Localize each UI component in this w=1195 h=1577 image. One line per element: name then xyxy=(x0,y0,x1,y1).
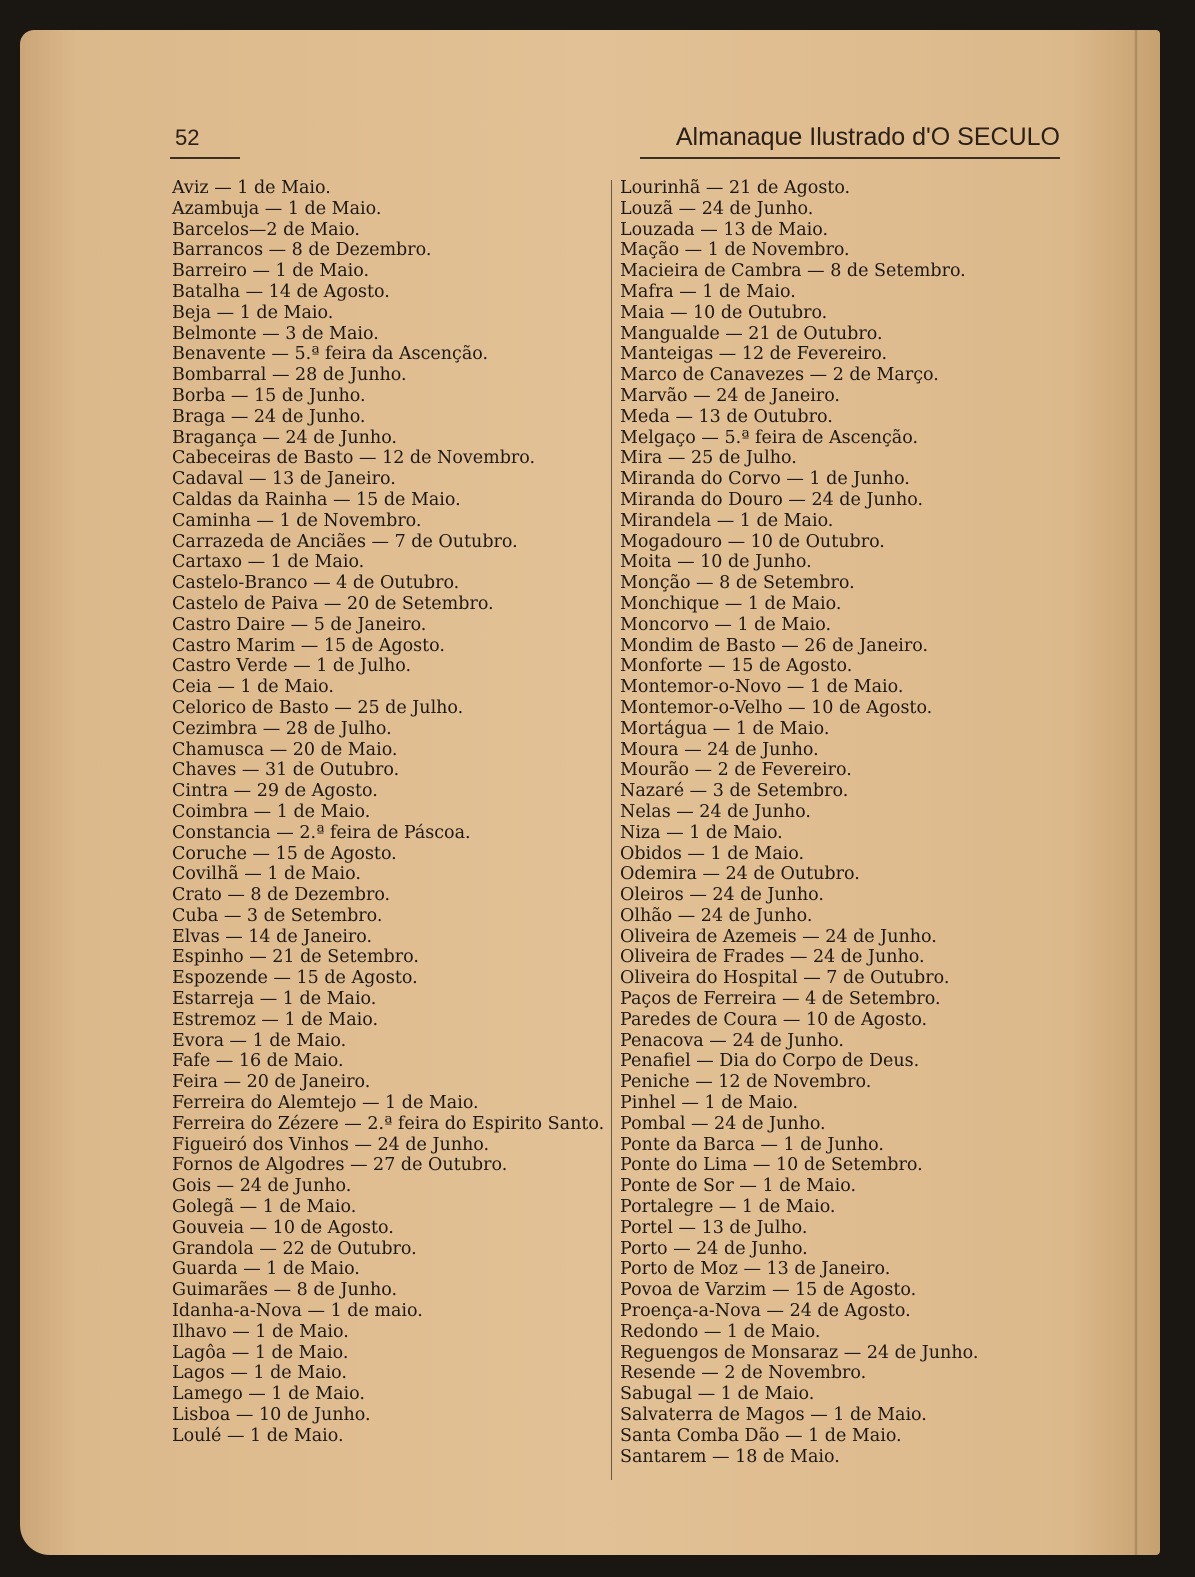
holiday-entry: Niza — 1 de Maio. xyxy=(620,822,783,843)
holiday-entry: Cartaxo — 1 de Maio. xyxy=(172,552,365,573)
holiday-entry: Fafe — 16 de Maio. xyxy=(172,1051,344,1072)
holiday-entry: Mondim de Basto — 26 de Janeiro. xyxy=(620,635,929,656)
holiday-entry: Santarem — 18 de Maio. xyxy=(620,1446,840,1467)
holiday-entry: Bragança — 24 de Junho. xyxy=(172,427,397,448)
holiday-entry: Castelo-Branco — 4 de Outubro. xyxy=(172,573,460,594)
holiday-entry: Porto — 24 de Junho. xyxy=(620,1238,808,1259)
holiday-entry: Castro Daire — 5 de Janeiro. xyxy=(172,614,427,635)
holiday-entry: Ponte do Lima — 10 de Setembro. xyxy=(620,1155,923,1176)
holiday-entry: Oleiros — 24 de Junho. xyxy=(620,885,824,906)
holiday-entry: Obidos — 1 de Maio. xyxy=(620,843,805,864)
holiday-entry: Idanha-a-Nova — 1 de maio. xyxy=(172,1301,423,1322)
holiday-entry: Mafra — 1 de Maio. xyxy=(620,281,796,302)
holiday-entry: Ponte de Sor — 1 de Maio. xyxy=(620,1176,857,1197)
holiday-entry: Porto de Moz — 13 de Janeiro. xyxy=(620,1259,891,1280)
holiday-entry: Peniche — 12 de Novembro. xyxy=(620,1072,872,1093)
holiday-entry: Celorico de Basto — 25 de Julho. xyxy=(172,697,464,718)
holiday-entry: Monchique — 1 de Maio. xyxy=(620,593,842,614)
holiday-entry: Oliveira do Hospital — 7 de Outubro. xyxy=(620,968,950,989)
holiday-entry: Oliveira de Frades — 24 de Junho. xyxy=(620,947,925,968)
holiday-entry: Fornos de Algodres — 27 de Outubro. xyxy=(172,1155,508,1176)
holiday-entry: Loulé — 1 de Maio. xyxy=(172,1425,344,1446)
holiday-entry: Lourinhã — 21 de Agosto. xyxy=(620,178,851,198)
holiday-entry: Monção — 8 de Setembro. xyxy=(620,573,855,594)
holiday-entry: Nelas — 24 de Junho. xyxy=(620,801,811,822)
holiday-entry: Gouveia — 10 de Agosto. xyxy=(172,1217,394,1238)
holiday-entry: Lamego — 1 de Maio. xyxy=(172,1384,365,1405)
holiday-entry: Cezimbra — 28 de Julho. xyxy=(172,718,392,739)
holiday-entry: Manteigas — 12 de Fevereiro. xyxy=(620,344,888,365)
column-divider xyxy=(611,180,612,1480)
holiday-entry: Portalegre — 1 de Maio. xyxy=(620,1197,836,1218)
holiday-entry: Santa Comba Dão — 1 de Maio. xyxy=(620,1425,902,1446)
holiday-entry: Belmonte — 3 de Maio. xyxy=(172,323,379,344)
holiday-entry: Chamusca — 20 de Maio. xyxy=(172,739,398,760)
holiday-entry: Mação — 1 de Novembro. xyxy=(620,240,850,261)
holiday-entry: Lisboa — 10 de Junho. xyxy=(172,1405,371,1426)
holiday-entry: Moura — 24 de Junho. xyxy=(620,739,819,760)
holiday-entry: Crato — 8 de Dezembro. xyxy=(172,885,391,906)
holiday-entry: Proença-a-Nova — 24 de Agosto. xyxy=(620,1301,911,1322)
holiday-entry: Braga — 24 de Junho. xyxy=(172,406,366,427)
holiday-entry: Castro Marim — 15 de Agosto. xyxy=(172,635,445,656)
holiday-entry: Sabugal — 1 de Maio. xyxy=(620,1384,815,1405)
holiday-entry: Barcelos—2 de Maio. xyxy=(172,219,360,240)
holiday-entry: Mourão — 2 de Fevereiro. xyxy=(620,760,852,781)
holiday-entry: Olhão — 24 de Junho. xyxy=(620,905,813,926)
holiday-entry: Montemor-o-Velho — 10 de Agosto. xyxy=(620,697,933,718)
holiday-entry: Covilhã — 1 de Maio. xyxy=(172,864,361,885)
holiday-entry: Aviz — 1 de Maio. xyxy=(172,178,331,198)
holiday-entry: Louzã — 24 de Junho. xyxy=(620,198,814,219)
holiday-entry: Penacova — 24 de Junho. xyxy=(620,1030,844,1051)
holiday-entry: Castelo de Paiva — 20 de Setembro. xyxy=(172,593,494,614)
holiday-entry: Macieira de Cambra — 8 de Setembro. xyxy=(620,261,966,282)
holiday-entry: Cintra — 29 de Agosto. xyxy=(172,781,378,802)
holiday-entry: Cabeceiras de Basto — 12 de Novembro. xyxy=(172,448,536,469)
holiday-entry: Azambuja — 1 de Maio. xyxy=(172,198,382,219)
holiday-entry: Espozende — 15 de Agosto. xyxy=(172,968,418,989)
page-number: 52 xyxy=(175,125,200,150)
holiday-entry: Guarda — 1 de Maio. xyxy=(172,1259,360,1280)
holiday-entry: Caminha — 1 de Novembro. xyxy=(172,510,422,531)
holiday-entry: Paços de Ferreira — 4 de Setembro. xyxy=(620,989,941,1010)
holiday-entry: Borba — 15 de Junho. xyxy=(172,385,366,406)
holiday-entry: Mangualde — 21 de Outubro. xyxy=(620,323,883,344)
holiday-entry: Pinhel — 1 de Maio. xyxy=(620,1093,799,1114)
holiday-entry: Marvão — 24 de Janeiro. xyxy=(620,385,840,406)
holiday-entry: Beja — 1 de Maio. xyxy=(172,302,334,323)
holiday-entry: Paredes de Coura — 10 de Agosto. xyxy=(620,1009,928,1030)
holiday-entry: Pombal — 24 de Junho. xyxy=(620,1113,826,1134)
holiday-entry: Castro Verde — 1 de Julho. xyxy=(172,656,412,677)
holiday-entry: Cadaval — 13 de Janeiro. xyxy=(172,469,396,490)
holiday-entry: Carrazeda de Anciães — 7 de Outubro. xyxy=(172,531,518,552)
holiday-entry: Grandola — 22 de Outubro. xyxy=(172,1238,417,1259)
holiday-entry: Meda — 13 de Outubro. xyxy=(620,406,833,427)
holiday-entry: Benavente — 5.ª feira da Ascenção. xyxy=(172,344,489,365)
holiday-entry: Odemira — 24 de Outubro. xyxy=(620,864,860,885)
holiday-entry: Coimbra — 1 de Maio. xyxy=(172,801,371,822)
holiday-entry: Moncorvo — 1 de Maio. xyxy=(620,614,832,635)
holiday-entry: Povoa de Varzim — 15 de Agosto. xyxy=(620,1280,917,1301)
holiday-entry: Barreiro — 1 de Maio. xyxy=(172,261,370,282)
page-fold-shadow xyxy=(1134,30,1138,1555)
holiday-entry: Gois — 24 de Junho. xyxy=(172,1176,352,1197)
holiday-entry: Portel — 13 de Julho. xyxy=(620,1217,808,1238)
holiday-entry: Guimarães — 8 de Junho. xyxy=(172,1280,398,1301)
holiday-entry: Batalha — 14 de Agosto. xyxy=(172,281,390,302)
holiday-entry: Golegã — 1 de Maio. xyxy=(172,1197,357,1218)
left-column xyxy=(172,178,607,1447)
holiday-entry: Resende — 2 de Novembro. xyxy=(620,1363,867,1384)
holiday-entry: Lagôa — 1 de Maio. xyxy=(172,1342,349,1363)
holiday-entry: Penafiel — Dia do Corpo de Deus. xyxy=(620,1051,920,1072)
holiday-entry: Estremoz — 1 de Maio. xyxy=(172,1009,379,1030)
holiday-entry: Salvaterra de Magos — 1 de Maio. xyxy=(620,1405,927,1426)
holiday-entry: Reguengos de Monsaraz — 24 de Junho. xyxy=(620,1342,979,1363)
holiday-entry: Constancia — 2.ª feira de Páscoa. xyxy=(172,822,471,843)
holiday-entry: Ponte da Barca — 1 de Junho. xyxy=(620,1134,884,1155)
header-rule-right xyxy=(640,157,1060,159)
holiday-entry: Estarreja — 1 de Maio. xyxy=(172,989,377,1010)
holiday-entry: Ferreira do Zézere — 2.ª feira do Espirito Santo. xyxy=(172,1113,605,1134)
holiday-entry: Louzada — 13 de Maio. xyxy=(620,219,829,240)
holiday-entry: Melgaço — 5.ª feira de Ascenção. xyxy=(620,427,919,448)
holiday-entry: Ilhavo — 1 de Maio. xyxy=(172,1321,349,1342)
holiday-entry: Lagos — 1 de Maio. xyxy=(172,1363,347,1384)
holiday-entry: Bombarral — 28 de Junho. xyxy=(172,365,407,386)
holiday-entry: Mogadouro — 10 de Outubro. xyxy=(620,531,885,552)
holiday-entry: Nazaré — 3 de Setembro. xyxy=(620,781,849,802)
holiday-entry: Miranda do Douro — 24 de Junho. xyxy=(620,489,924,510)
running-title: Almanaque Ilustrado d'O SECULO xyxy=(675,123,1060,151)
holiday-entry: Elvas — 14 de Janeiro. xyxy=(172,926,373,947)
holiday-entry: Chaves — 31 de Outubro. xyxy=(172,760,400,781)
holiday-entry: Cuba — 3 de Setembro. xyxy=(172,905,383,926)
header-rule-left xyxy=(170,157,240,159)
holiday-entry: Redondo — 1 de Maio. xyxy=(620,1321,821,1342)
holiday-entry: Coruche — 15 de Agosto. xyxy=(172,843,397,864)
holiday-entry: Mortágua — 1 de Maio. xyxy=(620,718,830,739)
right-column xyxy=(620,178,1060,1467)
holiday-entry: Barrancos — 8 de Dezembro. xyxy=(172,240,432,261)
holiday-entry: Figueiró dos Vinhos — 24 de Junho. xyxy=(172,1134,490,1155)
holiday-entry: Feira — 20 de Janeiro. xyxy=(172,1072,371,1093)
holiday-entry: Montemor-o-Novo — 1 de Maio. xyxy=(620,677,904,698)
book-page xyxy=(20,30,1160,1555)
holiday-entry: Ferreira do Alemtejo — 1 de Maio. xyxy=(172,1093,479,1114)
page-header xyxy=(170,125,1060,165)
holiday-entry: Ceia — 1 de Maio. xyxy=(172,677,334,698)
holiday-entry: Oliveira de Azemeis — 24 de Junho. xyxy=(620,926,937,947)
holiday-entry: Monforte — 15 de Agosto. xyxy=(620,656,853,677)
holiday-entry: Espinho — 21 de Setembro. xyxy=(172,947,419,968)
holiday-entry: Evora — 1 de Maio. xyxy=(172,1030,347,1051)
holiday-entry: Maia — 10 de Outubro. xyxy=(620,302,828,323)
holiday-entry: Mira — 25 de Julho. xyxy=(620,448,797,469)
holiday-entry: Moita — 10 de Junho. xyxy=(620,552,812,573)
holiday-entry: Mirandela — 1 de Maio. xyxy=(620,510,834,531)
holiday-entry: Marco de Canavezes — 2 de Março. xyxy=(620,365,939,386)
holiday-entry: Caldas da Rainha — 15 de Maio. xyxy=(172,489,461,510)
holiday-entry: Miranda do Corvo — 1 de Junho. xyxy=(620,469,910,490)
